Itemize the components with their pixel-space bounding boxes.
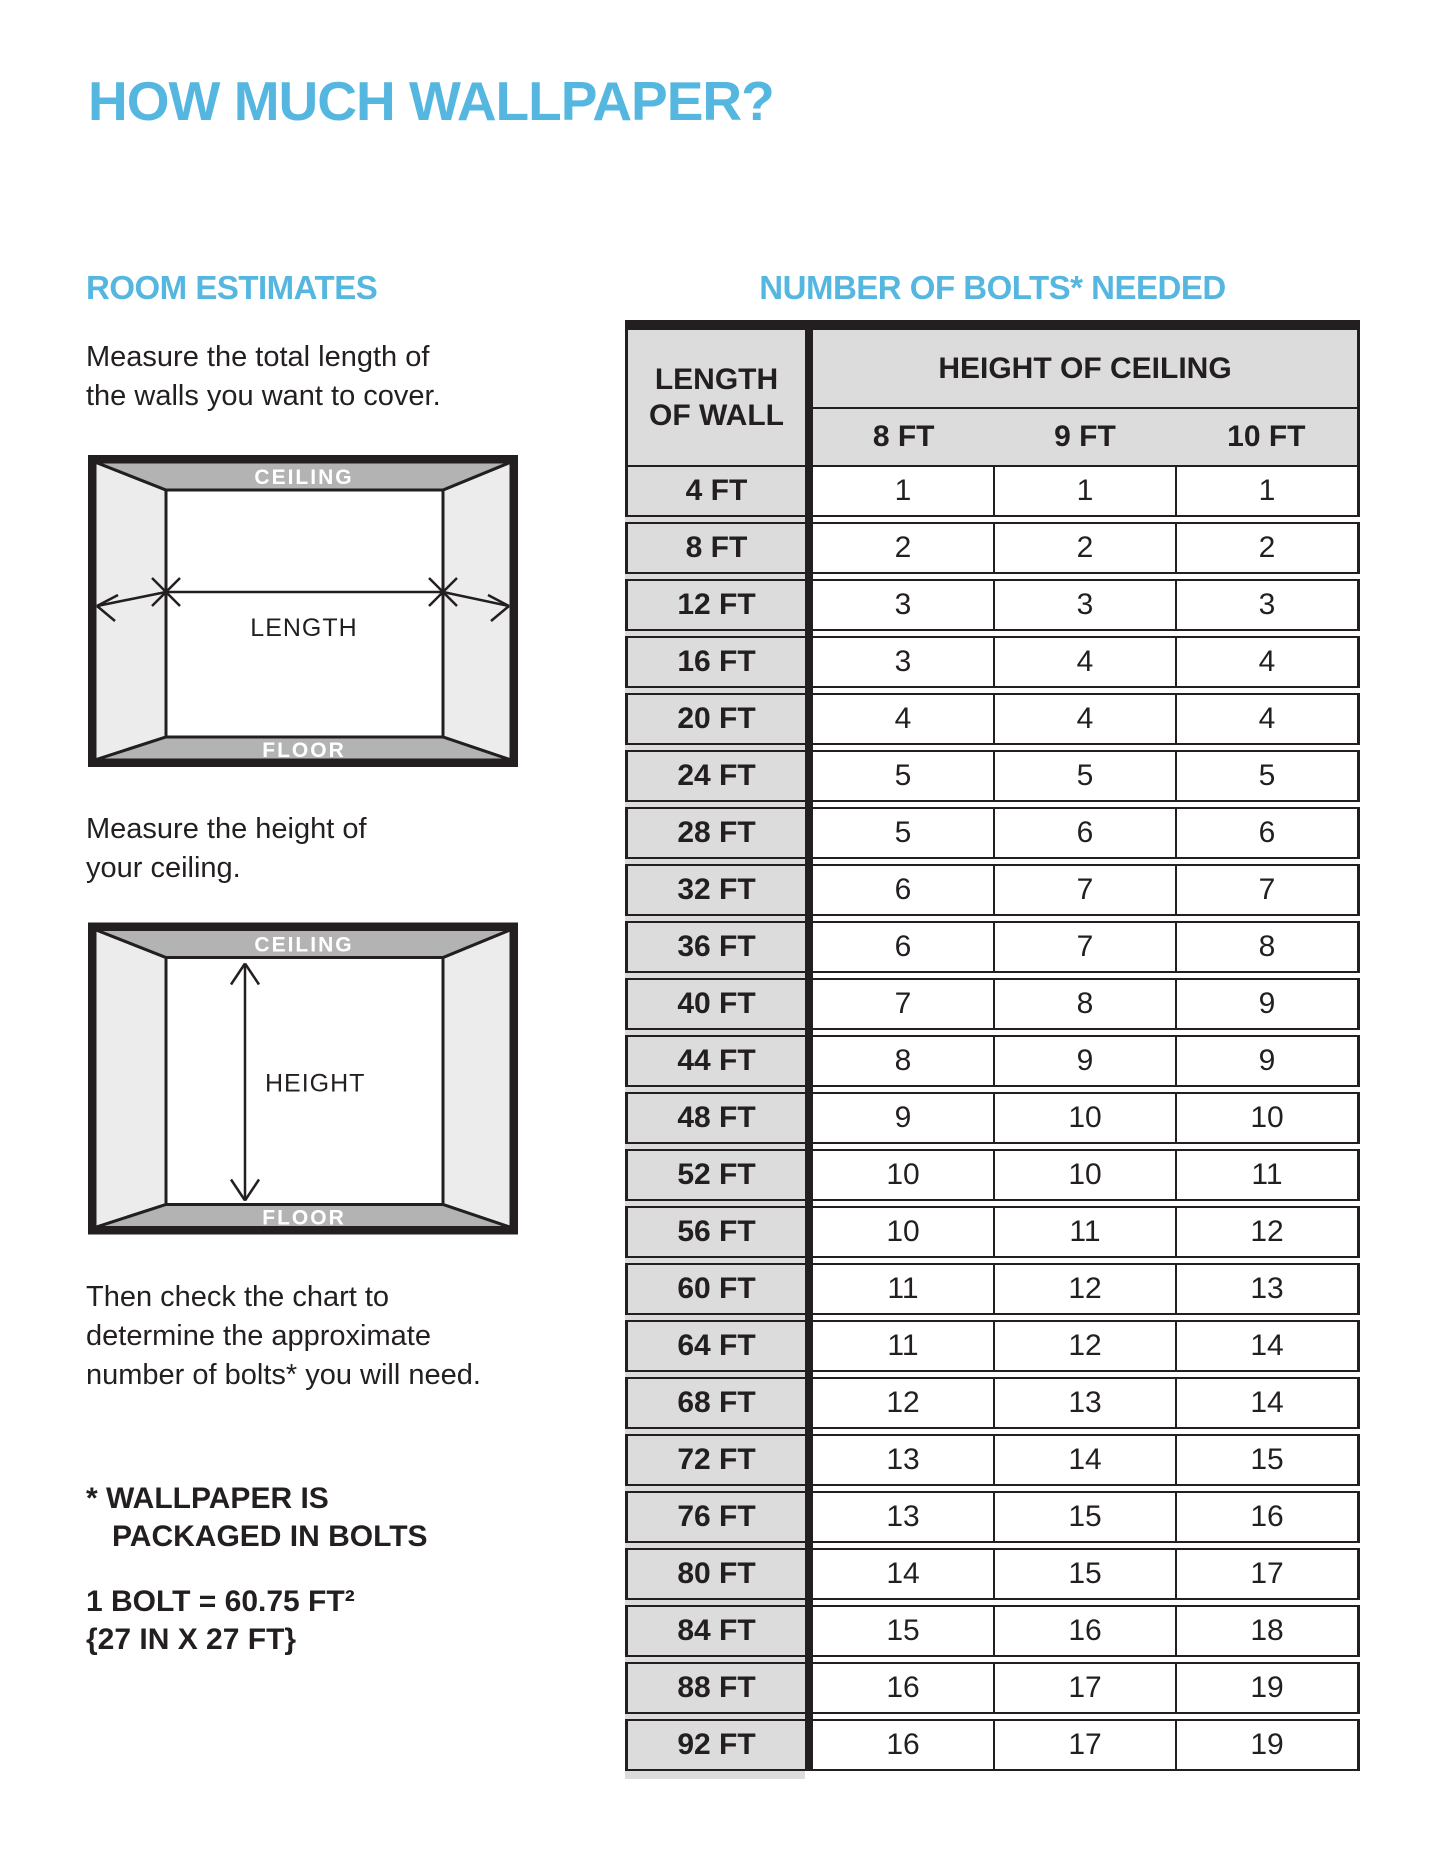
bolt-count-cell: 13	[813, 1434, 995, 1486]
length-of-wall-header	[625, 330, 805, 465]
room-estimates-heading: ROOM ESTIMATES	[86, 269, 378, 306]
bolt-count-cell: 3	[995, 579, 1177, 631]
table-row	[625, 1491, 1360, 1543]
wall-length-label: 64 FT	[625, 1320, 805, 1372]
bolt-count-cell: 17	[995, 1662, 1177, 1714]
wall-length-label: 60 FT	[625, 1263, 805, 1315]
bolt-count-cell: 9	[995, 1035, 1177, 1087]
step1-line1: Measure the total length of	[86, 341, 430, 373]
length-dimension-label: LENGTH	[250, 614, 358, 642]
footnote-line1: * WALLPAPER IS	[86, 1482, 329, 1515]
wall-length-label: 16 FT	[625, 636, 805, 688]
bolt-count-cell: 16	[813, 1719, 995, 1771]
bolt-count-cell: 4	[995, 693, 1177, 745]
col-header-8ft: 8 FT	[872, 420, 935, 453]
column-divider	[805, 330, 813, 1771]
bolt-count-cell: 4	[1177, 636, 1360, 688]
bolt-count-cell: 5	[813, 750, 995, 802]
table-row	[625, 1092, 1360, 1144]
wall-length-label: 32 FT	[625, 864, 805, 916]
row-header-line2: OF WALL	[649, 398, 784, 432]
wall-length-label: 28 FT	[625, 807, 805, 859]
bolt-count-cell: 12	[995, 1320, 1177, 1372]
table-row	[625, 1605, 1360, 1657]
bolt-count-cell: 9	[1177, 978, 1360, 1030]
bolt-count-cell: 1	[813, 465, 995, 517]
bolt-count-cell: 2	[813, 522, 995, 574]
wall-length-label: 76 FT	[625, 1491, 805, 1543]
footnote-line2: PACKAGED IN BOLTS	[112, 1520, 428, 1553]
bolt-count-cell: 2	[1177, 522, 1360, 574]
table-row	[625, 693, 1360, 745]
row-header-line1: LENGTH	[654, 362, 779, 396]
bolt-count-cell: 8	[1177, 921, 1360, 973]
step1-line2: the walls you want to cover.	[86, 380, 441, 412]
bolt-count-cell: 1	[1177, 465, 1360, 517]
wall-length-label: 52 FT	[625, 1149, 805, 1201]
bolt-count-cell: 19	[1177, 1662, 1360, 1714]
table-top-bar	[625, 320, 1360, 330]
bolt-count-cell: 12	[995, 1263, 1177, 1315]
table-row	[625, 579, 1360, 631]
bolt-count-cell: 5	[995, 750, 1177, 802]
bolt-count-cell: 17	[995, 1719, 1177, 1771]
bolt-count-cell: 7	[1177, 864, 1360, 916]
step2-line1: Measure the height of	[86, 813, 367, 845]
bolt-count-cell: 4	[1177, 693, 1360, 745]
left-wall	[95, 930, 166, 1228]
right-wall	[443, 930, 511, 1228]
bolt-count-cell: 17	[1177, 1548, 1360, 1600]
step2-line2: your ceiling.	[86, 852, 241, 884]
bolt-count-cell: 2	[995, 522, 1177, 574]
table-row	[625, 1548, 1360, 1600]
bolt-count-cell: 6	[995, 807, 1177, 859]
step3-line2: determine the approximate	[86, 1320, 431, 1352]
bolt-count-cell: 13	[813, 1491, 995, 1543]
wall-length-label: 92 FT	[625, 1719, 805, 1771]
bolt-count-cell: 1	[995, 465, 1177, 517]
table-row	[625, 636, 1360, 688]
bolt-count-cell: 16	[1177, 1491, 1360, 1543]
bolt-count-cell: 9	[813, 1092, 995, 1144]
col-header-10ft: 10 FT	[1227, 420, 1306, 453]
bolt-count-cell: 10	[995, 1092, 1177, 1144]
bolts-footnote	[86, 1480, 428, 1556]
table-row	[625, 1149, 1360, 1201]
right-wall	[443, 462, 511, 760]
bolt-count-cell: 10	[813, 1149, 995, 1201]
bolt-count-cell: 4	[813, 693, 995, 745]
table-row	[625, 1320, 1360, 1372]
bolt-count-cell: 13	[1177, 1263, 1360, 1315]
step1-text	[86, 338, 441, 416]
wall-length-label: 56 FT	[625, 1206, 805, 1258]
bolt-count-cell: 16	[995, 1605, 1177, 1657]
step3-text	[86, 1278, 481, 1395]
bolt-count-cell: 8	[995, 978, 1177, 1030]
table-row	[625, 1035, 1360, 1087]
wall-length-label: 24 FT	[625, 750, 805, 802]
bolt-count-cell: 9	[1177, 1035, 1360, 1087]
bolt-count-cell: 13	[995, 1377, 1177, 1429]
height-dimension-label: HEIGHT	[265, 1069, 366, 1098]
bolt-count-cell: 6	[813, 864, 995, 916]
ceiling-label: CEILING	[254, 933, 354, 957]
bolt-count-cell: 11	[813, 1320, 995, 1372]
table-row	[625, 1377, 1360, 1429]
bolt-count-cell: 3	[813, 636, 995, 688]
bolt-count-cell: 12	[813, 1377, 995, 1429]
wall-length-label: 84 FT	[625, 1605, 805, 1657]
wall-length-label: 68 FT	[625, 1377, 805, 1429]
bolt-count-cell: 3	[813, 579, 995, 631]
bolt-count-cell: 15	[995, 1491, 1177, 1543]
left-wall	[95, 462, 166, 760]
bolt-count-cell: 19	[1177, 1719, 1360, 1771]
bolt-count-cell: 14	[995, 1434, 1177, 1486]
table-row	[625, 1263, 1360, 1315]
ceiling-height-columns	[813, 409, 1360, 465]
table-row	[625, 1434, 1360, 1486]
step3-line1: Then check the chart to	[86, 1281, 390, 1313]
bolts-needed-heading: NUMBER OF BOLTS* NEEDED	[759, 269, 1226, 306]
col-header-9ft: 9 FT	[1054, 420, 1116, 453]
bolt-count-cell: 15	[813, 1605, 995, 1657]
wall-length-label: 36 FT	[625, 921, 805, 973]
wall-length-label: 88 FT	[625, 1662, 805, 1714]
wall-length-label: 80 FT	[625, 1548, 805, 1600]
wall-length-label: 12 FT	[625, 579, 805, 631]
bolt-count-cell: 10	[813, 1206, 995, 1258]
bolt-count-cell: 14	[813, 1548, 995, 1600]
bolt-count-cell: 14	[1177, 1320, 1360, 1372]
ceiling-label: CEILING	[254, 466, 354, 489]
bolt-count-cell: 10	[1177, 1092, 1360, 1144]
length-room-diagram	[88, 455, 518, 767]
step3-line3: number of bolts* you will need.	[86, 1359, 481, 1391]
bolt-count-cell: 4	[995, 636, 1177, 688]
page-title: HOW MUCH WALLPAPER?	[88, 70, 774, 132]
bolt-count-cell: 11	[995, 1206, 1177, 1258]
table-header	[625, 330, 1360, 465]
step2-text	[86, 810, 367, 888]
bolt-count-cell: 7	[995, 864, 1177, 916]
wall-length-label: 4 FT	[625, 465, 805, 517]
bolt-count-cell: 3	[1177, 579, 1360, 631]
table-row	[625, 1719, 1360, 1771]
bolt-count-cell: 7	[995, 921, 1177, 973]
wall-length-label: 48 FT	[625, 1092, 805, 1144]
bolt-count-cell: 10	[995, 1149, 1177, 1201]
wall-length-label: 20 FT	[625, 693, 805, 745]
bolt-count-cell: 11	[1177, 1149, 1360, 1201]
bolt-count-cell: 5	[813, 807, 995, 859]
bolt-size-info	[86, 1583, 355, 1659]
table-row	[625, 807, 1360, 859]
bolt-equation: 1 BOLT = 60.75 FT²	[86, 1585, 355, 1618]
wall-length-label: 8 FT	[625, 522, 805, 574]
bolt-count-cell: 18	[1177, 1605, 1360, 1657]
floor-label: FLOOR	[262, 1206, 346, 1230]
table-row	[625, 978, 1360, 1030]
bolt-count-cell: 6	[1177, 807, 1360, 859]
table-row	[625, 1662, 1360, 1714]
bolt-count-cell: 15	[995, 1548, 1177, 1600]
table-row	[625, 921, 1360, 973]
bolt-dimensions: {27 IN X 27 FT}	[86, 1623, 297, 1656]
table-row	[625, 1206, 1360, 1258]
bolt-count-cell: 5	[1177, 750, 1360, 802]
height-of-ceiling-header: HEIGHT OF CEILING	[813, 330, 1360, 409]
table-rows	[625, 465, 1360, 1771]
bolts-table	[625, 320, 1360, 1771]
bolt-count-cell: 8	[813, 1035, 995, 1087]
table-row	[625, 864, 1360, 916]
bolt-count-cell: 7	[813, 978, 995, 1030]
table-row	[625, 522, 1360, 574]
bolt-count-cell: 11	[813, 1263, 995, 1315]
bolt-count-cell: 12	[1177, 1206, 1360, 1258]
floor-label: FLOOR	[262, 739, 346, 762]
table-row	[625, 750, 1360, 802]
wall-length-label: 44 FT	[625, 1035, 805, 1087]
bolt-count-cell: 16	[813, 1662, 995, 1714]
bolt-count-cell: 6	[813, 921, 995, 973]
bolt-count-cell: 15	[1177, 1434, 1360, 1486]
table-row	[625, 465, 1360, 517]
wall-length-label: 72 FT	[625, 1434, 805, 1486]
bolt-count-cell: 14	[1177, 1377, 1360, 1429]
wall-length-label: 40 FT	[625, 978, 805, 1030]
height-room-diagram	[88, 922, 518, 1235]
